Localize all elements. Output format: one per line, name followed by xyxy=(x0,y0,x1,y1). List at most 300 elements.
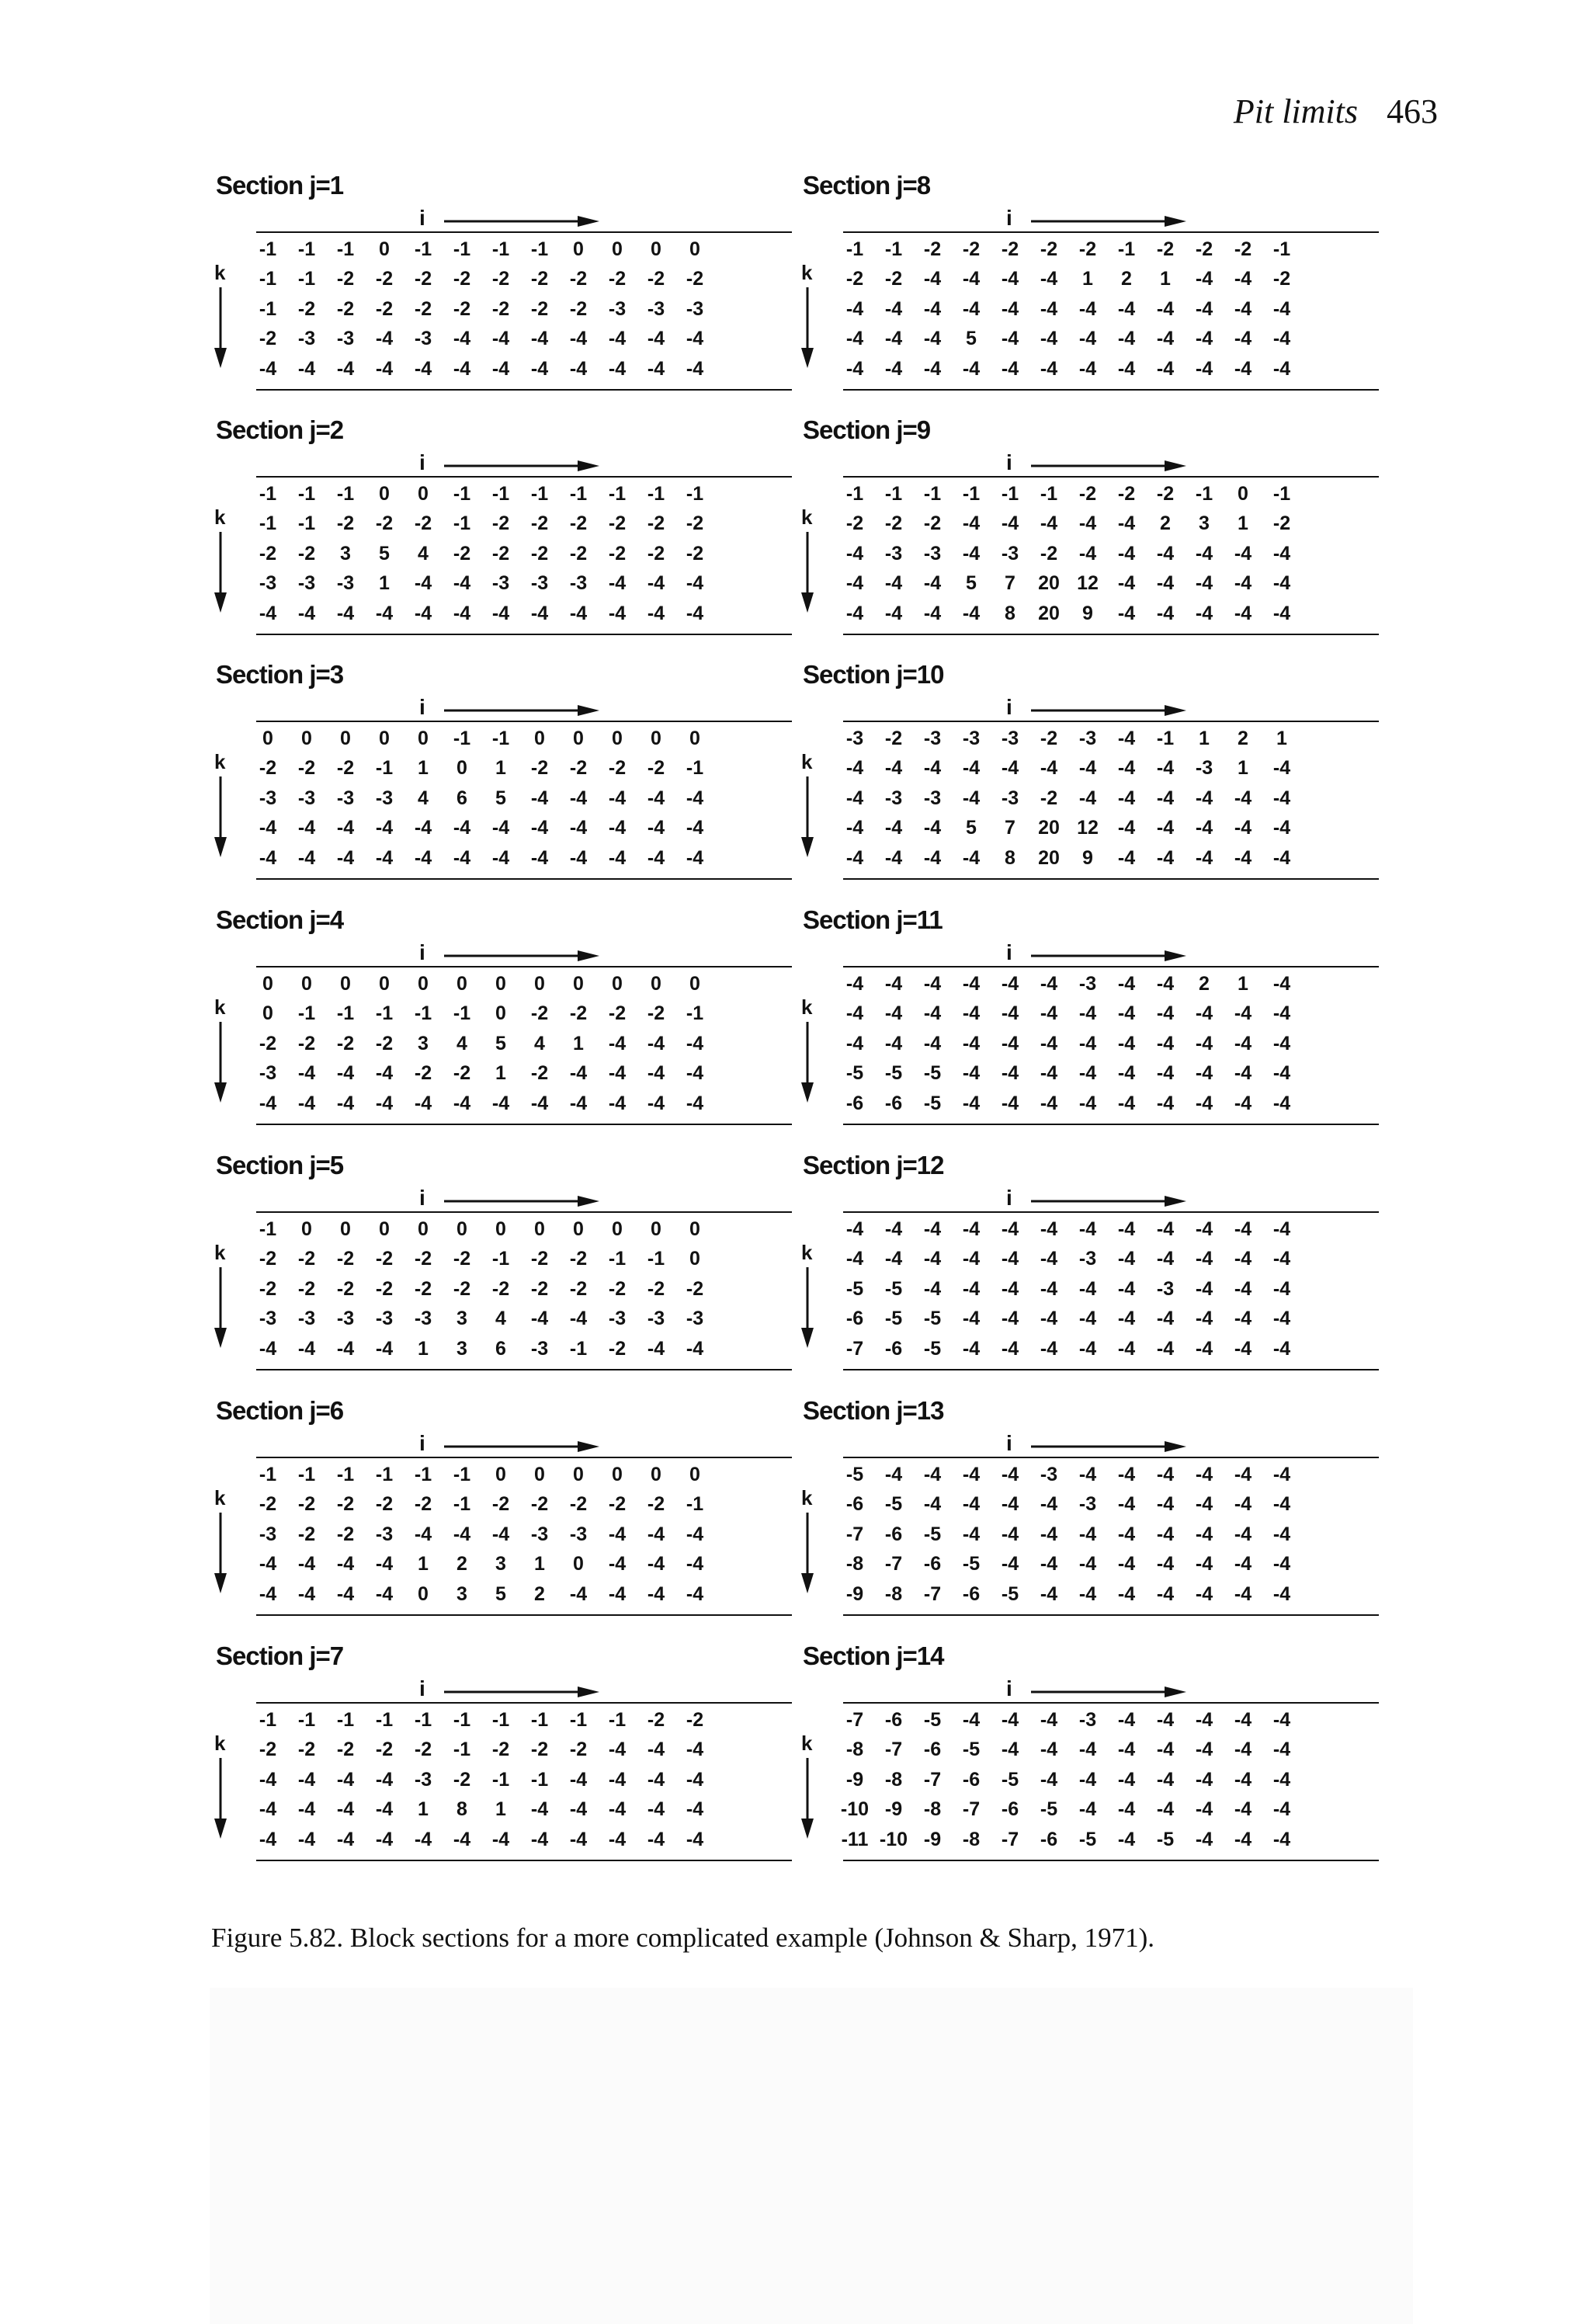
block-value-cell: -5 xyxy=(884,1308,903,1330)
block-value-cell: -4 xyxy=(1156,1032,1175,1054)
section-title: Section j=11 xyxy=(803,905,943,934)
block-value-cell: -4 xyxy=(453,1828,471,1850)
block-value-cell: -4 xyxy=(1078,328,1097,350)
block-value-cell: 0 xyxy=(612,238,623,260)
block-value-cell: -4 xyxy=(1272,297,1291,320)
table-bottom-rule xyxy=(256,389,792,391)
right-arrow-icon xyxy=(444,1687,599,1697)
table-top-rule xyxy=(843,1457,1379,1458)
block-value-cell: -1 xyxy=(962,482,981,505)
k-axis-label: k xyxy=(801,995,813,1019)
block-value-cell: -4 xyxy=(1195,1463,1213,1485)
block-value-cell: -4 xyxy=(414,357,432,380)
block-value-cell: -4 xyxy=(1040,512,1058,535)
block-value-cell: -2 xyxy=(923,512,942,535)
block-value-cell: -4 xyxy=(1272,1248,1291,1270)
block-value-cell: 0 xyxy=(301,1218,312,1240)
block-value-cell: -4 xyxy=(491,602,510,624)
i-axis-label: i xyxy=(1006,1431,1012,1455)
block-value-cell: -4 xyxy=(1117,328,1136,350)
block-value-cell: -4 xyxy=(1195,1218,1213,1240)
block-section xyxy=(216,1641,759,1874)
block-value-cell: 0 xyxy=(534,1463,545,1485)
grid-row xyxy=(835,294,1379,325)
block-value-cell: -4 xyxy=(1117,357,1136,380)
block-value-cell: -4 xyxy=(375,1062,394,1085)
block-value-cell: -4 xyxy=(608,1553,627,1575)
block-value-cell: 0 xyxy=(340,972,351,995)
block-value-cell: -4 xyxy=(686,602,704,624)
grid-row xyxy=(248,843,792,874)
block-value-grid xyxy=(835,1460,1379,1610)
i-axis-label: i xyxy=(1006,206,1012,230)
block-value-cell: -4 xyxy=(259,846,277,869)
block-value-cell: -5 xyxy=(962,1739,981,1761)
block-value-grid xyxy=(835,234,1379,384)
grid-row xyxy=(248,569,792,599)
block-value-cell: -4 xyxy=(686,572,704,595)
block-value-cell: -4 xyxy=(259,357,277,380)
block-value-cell: -4 xyxy=(923,1032,942,1054)
block-value-cell: -2 xyxy=(453,1062,471,1085)
block-value-cell: -2 xyxy=(414,1277,432,1300)
block-value-cell: -4 xyxy=(569,1308,588,1330)
block-value-cell: -4 xyxy=(686,357,704,380)
block-value-cell: 0 xyxy=(651,238,661,260)
block-value-cell: -4 xyxy=(1078,512,1097,535)
block-value-cell: -4 xyxy=(1117,846,1136,869)
block-value-cell: -4 xyxy=(884,1463,903,1485)
block-value-cell: -4 xyxy=(923,1493,942,1516)
grid-row xyxy=(248,1795,792,1826)
k-axis-label: k xyxy=(214,1732,226,1755)
block-value-cell: -3 xyxy=(259,1062,277,1085)
block-value-cell: -4 xyxy=(923,297,942,320)
block-value-cell: -4 xyxy=(569,787,588,809)
block-value-cell: 6 xyxy=(457,787,467,809)
block-value-cell: -4 xyxy=(962,268,981,290)
block-value-cell: -4 xyxy=(1156,1768,1175,1791)
block-value-cell: -4 xyxy=(686,328,704,350)
page-number: 463 xyxy=(1387,92,1438,130)
block-value-cell: -7 xyxy=(884,1739,903,1761)
block-value-cell: -4 xyxy=(884,757,903,780)
block-value-cell: -1 xyxy=(336,1002,355,1025)
block-value-cell: -4 xyxy=(1234,542,1252,564)
block-value-cell: -2 xyxy=(297,1523,316,1545)
table-bottom-rule xyxy=(256,1614,792,1616)
block-value-cell: -2 xyxy=(1156,482,1175,505)
block-value-cell: 0 xyxy=(495,1002,506,1025)
table-top-rule xyxy=(256,476,792,478)
block-value-cell: -4 xyxy=(962,787,981,809)
block-value-cell: -4 xyxy=(923,602,942,624)
block-value-cell: -3 xyxy=(530,1523,549,1545)
i-axis-label: i xyxy=(1006,940,1012,964)
block-value-cell: -2 xyxy=(259,757,277,780)
block-value-cell: -4 xyxy=(962,1708,981,1731)
block-value-cell: -2 xyxy=(1040,238,1058,260)
block-value-cell: -2 xyxy=(530,1493,549,1516)
block-value-cell: -4 xyxy=(884,846,903,869)
block-value-cell: -1 xyxy=(569,1337,588,1360)
block-value-grid xyxy=(835,479,1379,629)
block-value-cell: -2 xyxy=(845,512,864,535)
block-value-cell: -4 xyxy=(1117,1493,1136,1516)
block-value-cell: -4 xyxy=(1117,1798,1136,1821)
block-value-cell: -2 xyxy=(530,297,549,320)
block-value-cell: 0 xyxy=(457,1218,467,1240)
block-value-cell: -4 xyxy=(686,817,704,839)
i-axis-label: i xyxy=(419,206,425,230)
right-arrow-icon xyxy=(444,705,599,716)
block-value-cell: -5 xyxy=(845,1277,864,1300)
block-value-cell: -2 xyxy=(923,238,942,260)
k-axis-label: k xyxy=(214,505,226,529)
block-value-cell: 0 xyxy=(418,1582,429,1605)
grid-row xyxy=(248,1579,792,1610)
down-arrow-icon xyxy=(213,532,228,613)
block-value-cell: 3 xyxy=(457,1582,467,1605)
block-value-cell: -4 xyxy=(259,1828,277,1850)
block-value-cell: -5 xyxy=(923,1092,942,1114)
block-value-cell: -4 xyxy=(845,787,864,809)
block-value-cell: -4 xyxy=(1195,846,1213,869)
block-value-cell: -4 xyxy=(1234,1032,1252,1054)
block-value-cell: -8 xyxy=(962,1828,981,1850)
block-value-cell: -1 xyxy=(491,1708,510,1731)
block-value-grid xyxy=(248,1705,792,1855)
block-value-cell: -6 xyxy=(884,1092,903,1114)
block-value-cell: -7 xyxy=(923,1582,942,1605)
block-value-cell: -3 xyxy=(845,727,864,749)
block-value-cell: -6 xyxy=(1040,1828,1058,1850)
down-arrow-icon xyxy=(800,287,815,368)
i-axis-label: i xyxy=(419,450,425,474)
block-value-cell: 2 xyxy=(1121,268,1132,290)
block-value-cell: -1 xyxy=(297,482,316,505)
block-value-cell: -11 xyxy=(841,1828,869,1850)
block-value-cell: -4 xyxy=(259,602,277,624)
block-value-cell: 1 xyxy=(1082,268,1093,290)
block-value-cell: -4 xyxy=(414,1523,432,1545)
block-value-cell: -3 xyxy=(336,1308,355,1330)
block-value-cell: -4 xyxy=(608,1739,627,1761)
block-value-cell: -4 xyxy=(1040,297,1058,320)
block-value-cell: -4 xyxy=(414,572,432,595)
block-value-cell: -4 xyxy=(297,1768,316,1791)
block-value-cell: -1 xyxy=(414,1463,432,1485)
block-value-cell: 0 xyxy=(612,727,623,749)
grid-row xyxy=(248,599,792,629)
block-value-cell: -4 xyxy=(1001,1277,1019,1300)
block-value-cell: -4 xyxy=(1195,1032,1213,1054)
block-value-cell: -4 xyxy=(336,602,355,624)
block-value-cell: -4 xyxy=(1234,1062,1252,1085)
block-value-cell: -4 xyxy=(1234,1002,1252,1025)
block-value-cell: 1 xyxy=(1276,727,1287,749)
block-value-cell: -6 xyxy=(845,1493,864,1516)
grid-row xyxy=(835,1460,1379,1490)
block-value-cell: -4 xyxy=(1234,1092,1252,1114)
block-value-cell: -1 xyxy=(884,238,903,260)
block-value-cell: -1 xyxy=(608,1248,627,1270)
block-value-cell: -4 xyxy=(647,1828,665,1850)
right-arrow-icon xyxy=(1031,460,1186,471)
grid-row xyxy=(835,1795,1379,1826)
block-value-cell: -2 xyxy=(608,512,627,535)
block-value-cell: -7 xyxy=(845,1337,864,1360)
block-value-cell: 0 xyxy=(262,727,273,749)
block-value-cell: -3 xyxy=(259,1523,277,1545)
table-bottom-rule xyxy=(843,1369,1379,1370)
block-value-cell: -4 xyxy=(962,757,981,780)
block-section xyxy=(803,660,1346,893)
block-value-cell: -4 xyxy=(1078,297,1097,320)
block-value-cell: -1 xyxy=(686,1493,704,1516)
block-value-cell: -2 xyxy=(297,297,316,320)
block-value-cell: -3 xyxy=(569,1523,588,1545)
block-value-cell: -4 xyxy=(647,1062,665,1085)
block-value-cell: -2 xyxy=(259,542,277,564)
block-value-cell: -3 xyxy=(923,787,942,809)
block-value-cell: 0 xyxy=(651,972,661,995)
block-value-cell: -1 xyxy=(608,482,627,505)
block-value-cell: -4 xyxy=(297,602,316,624)
block-value-cell: -4 xyxy=(569,1092,588,1114)
block-value-cell: -3 xyxy=(1001,542,1019,564)
block-value-cell: -3 xyxy=(414,1768,432,1791)
block-value-cell: -5 xyxy=(884,1277,903,1300)
block-value-cell: 0 xyxy=(418,727,429,749)
block-value-cell: -1 xyxy=(569,1708,588,1731)
block-value-cell: -4 xyxy=(608,1523,627,1545)
block-value-cell: -4 xyxy=(962,602,981,624)
block-value-cell: -4 xyxy=(1001,1337,1019,1360)
block-value-cell: -4 xyxy=(375,328,394,350)
block-value-cell: -4 xyxy=(1234,572,1252,595)
block-value-cell: -4 xyxy=(1040,1218,1058,1240)
block-value-cell: -6 xyxy=(923,1739,942,1761)
block-value-cell: -3 xyxy=(1195,757,1213,780)
block-value-cell: -4 xyxy=(962,846,981,869)
block-value-cell: -3 xyxy=(530,572,549,595)
grid-row xyxy=(835,1520,1379,1550)
block-value-cell: -4 xyxy=(1156,572,1175,595)
block-section xyxy=(803,415,1346,648)
block-value-cell: -4 xyxy=(647,1582,665,1605)
block-value-cell: 0 xyxy=(1238,482,1248,505)
block-value-cell: -1 xyxy=(530,1768,549,1791)
block-value-cell: -4 xyxy=(1117,1739,1136,1761)
block-value-cell: -1 xyxy=(259,512,277,535)
block-value-cell: -4 xyxy=(608,572,627,595)
block-value-cell: 0 xyxy=(262,1002,273,1025)
block-value-cell: -6 xyxy=(1001,1798,1019,1821)
block-value-cell: -4 xyxy=(884,297,903,320)
table-top-rule xyxy=(843,966,1379,967)
block-value-cell: -4 xyxy=(1272,1828,1291,1850)
block-value-cell: -4 xyxy=(608,1032,627,1054)
block-value-cell: -2 xyxy=(336,1493,355,1516)
block-value-cell: -9 xyxy=(923,1828,942,1850)
block-value-cell: -4 xyxy=(1117,572,1136,595)
block-value-cell: -4 xyxy=(297,1337,316,1360)
block-value-cell: 3 xyxy=(457,1337,467,1360)
block-value-cell: -2 xyxy=(647,757,665,780)
block-value-cell: 0 xyxy=(612,1218,623,1240)
block-value-cell: -4 xyxy=(1001,1218,1019,1240)
i-axis-label: i xyxy=(1006,1676,1012,1700)
block-value-cell: 0 xyxy=(573,727,584,749)
block-value-cell: -1 xyxy=(686,757,704,780)
block-value-cell: -7 xyxy=(845,1523,864,1545)
block-value-cell: -2 xyxy=(686,1277,704,1300)
block-value-cell: -2 xyxy=(569,297,588,320)
block-value-cell: -4 xyxy=(569,817,588,839)
block-value-cell: -4 xyxy=(1078,787,1097,809)
block-value-cell: -2 xyxy=(297,1493,316,1516)
block-value-cell: -2 xyxy=(647,512,665,535)
block-value-cell: -4 xyxy=(453,572,471,595)
block-value-cell: -4 xyxy=(1040,1337,1058,1360)
block-value-cell: -2 xyxy=(259,1248,277,1270)
block-value-cell: -2 xyxy=(1040,727,1058,749)
block-value-cell: -1 xyxy=(453,512,471,535)
block-value-cell: -1 xyxy=(453,1463,471,1485)
block-value-cell: 20 xyxy=(1038,572,1060,595)
block-value-cell: -1 xyxy=(453,1739,471,1761)
block-value-cell: -1 xyxy=(686,482,704,505)
block-value-cell: -4 xyxy=(647,1798,665,1821)
block-value-grid xyxy=(248,1460,792,1610)
block-value-cell: -4 xyxy=(608,817,627,839)
block-value-cell: -4 xyxy=(1001,1062,1019,1085)
block-value-cell: -2 xyxy=(453,268,471,290)
block-value-cell: -4 xyxy=(962,1463,981,1485)
block-value-cell: -4 xyxy=(491,846,510,869)
grid-row xyxy=(835,1550,1379,1580)
grid-row xyxy=(248,783,792,814)
block-value-cell: -4 xyxy=(1195,1092,1213,1114)
block-section xyxy=(216,905,759,1138)
block-value-cell: -4 xyxy=(1195,1798,1213,1821)
block-value-cell: -2 xyxy=(1040,787,1058,809)
block-value-cell: -4 xyxy=(1272,1708,1291,1731)
block-value-cell: -4 xyxy=(530,357,549,380)
block-value-cell: -4 xyxy=(375,357,394,380)
block-value-cell: -3 xyxy=(962,727,981,749)
block-value-cell: -4 xyxy=(686,1062,704,1085)
block-value-cell: -4 xyxy=(1078,1002,1097,1025)
block-value-cell: -4 xyxy=(923,328,942,350)
block-value-cell: 1 xyxy=(418,1798,429,1821)
block-value-cell: -4 xyxy=(1040,1582,1058,1605)
block-value-cell: -4 xyxy=(1272,817,1291,839)
block-value-cell: 0 xyxy=(573,1463,584,1485)
block-value-cell: -7 xyxy=(884,1553,903,1575)
block-value-cell: -4 xyxy=(1117,1277,1136,1300)
block-value-cell: 0 xyxy=(534,972,545,995)
block-value-cell: -2 xyxy=(375,1248,394,1270)
block-value-cell: -4 xyxy=(1156,1582,1175,1605)
block-value-cell: -1 xyxy=(1040,482,1058,505)
block-value-cell: 1 xyxy=(1160,268,1171,290)
block-value-cell: -4 xyxy=(569,357,588,380)
block-value-cell: -4 xyxy=(1272,787,1291,809)
down-arrow-icon xyxy=(213,1267,228,1348)
block-value-cell: -2 xyxy=(336,297,355,320)
block-value-cell: -5 xyxy=(1001,1582,1019,1605)
block-value-cell: -2 xyxy=(453,1768,471,1791)
table-top-rule xyxy=(843,1211,1379,1213)
right-arrow-icon xyxy=(444,1196,599,1207)
block-value-cell: -1 xyxy=(259,482,277,505)
block-value-cell: 1 xyxy=(534,1553,545,1575)
grid-row xyxy=(835,539,1379,569)
block-value-cell: -4 xyxy=(336,846,355,869)
block-value-cell: -4 xyxy=(1117,1553,1136,1575)
block-value-cell: -2 xyxy=(569,1002,588,1025)
block-value-cell: -4 xyxy=(1040,972,1058,995)
block-value-cell: -2 xyxy=(530,1277,549,1300)
block-value-cell: -3 xyxy=(530,1337,549,1360)
block-value-cell: -4 xyxy=(1234,1553,1252,1575)
block-value-cell: -4 xyxy=(1195,1308,1213,1330)
block-value-cell: -4 xyxy=(1195,357,1213,380)
block-value-cell: -4 xyxy=(530,602,549,624)
section-title: Section j=5 xyxy=(216,1151,344,1179)
block-value-cell: -6 xyxy=(962,1768,981,1791)
table-bottom-rule xyxy=(256,878,792,880)
block-value-cell: -4 xyxy=(1117,512,1136,535)
block-section xyxy=(803,1151,1346,1384)
block-value-cell: -4 xyxy=(375,846,394,869)
table-top-rule xyxy=(256,1211,792,1213)
block-value-cell: -1 xyxy=(297,1708,316,1731)
block-value-cell: -1 xyxy=(845,482,864,505)
grid-row xyxy=(248,724,792,754)
table-top-rule xyxy=(843,721,1379,722)
grid-row xyxy=(835,1490,1379,1520)
block-value-cell: -4 xyxy=(297,1092,316,1114)
block-value-cell: -3 xyxy=(569,572,588,595)
block-value-cell: -4 xyxy=(647,328,665,350)
block-value-cell: 8 xyxy=(1005,846,1015,869)
block-value-cell: -4 xyxy=(1117,1062,1136,1085)
block-value-cell: -1 xyxy=(530,1708,549,1731)
block-value-cell: -4 xyxy=(336,1062,355,1085)
block-value-cell: -2 xyxy=(686,512,704,535)
block-value-cell: -2 xyxy=(453,1277,471,1300)
block-value-cell: -4 xyxy=(1195,297,1213,320)
block-value-cell: -4 xyxy=(1234,1218,1252,1240)
block-value-cell: -1 xyxy=(453,1708,471,1731)
down-arrow-icon xyxy=(800,1758,815,1839)
section-title: Section j=4 xyxy=(216,905,344,934)
block-value-cell: -4 xyxy=(297,817,316,839)
block-value-cell: -3 xyxy=(884,542,903,564)
block-value-cell: -2 xyxy=(297,757,316,780)
block-value-cell: -2 xyxy=(608,1002,627,1025)
block-value-cell: -4 xyxy=(1234,817,1252,839)
block-value-cell: -4 xyxy=(1040,1002,1058,1025)
down-arrow-icon xyxy=(213,1758,228,1839)
block-value-cell: -4 xyxy=(1234,297,1252,320)
block-value-cell: 0 xyxy=(573,238,584,260)
block-value-cell: 1 xyxy=(1238,757,1248,780)
block-value-cell: -2 xyxy=(569,512,588,535)
